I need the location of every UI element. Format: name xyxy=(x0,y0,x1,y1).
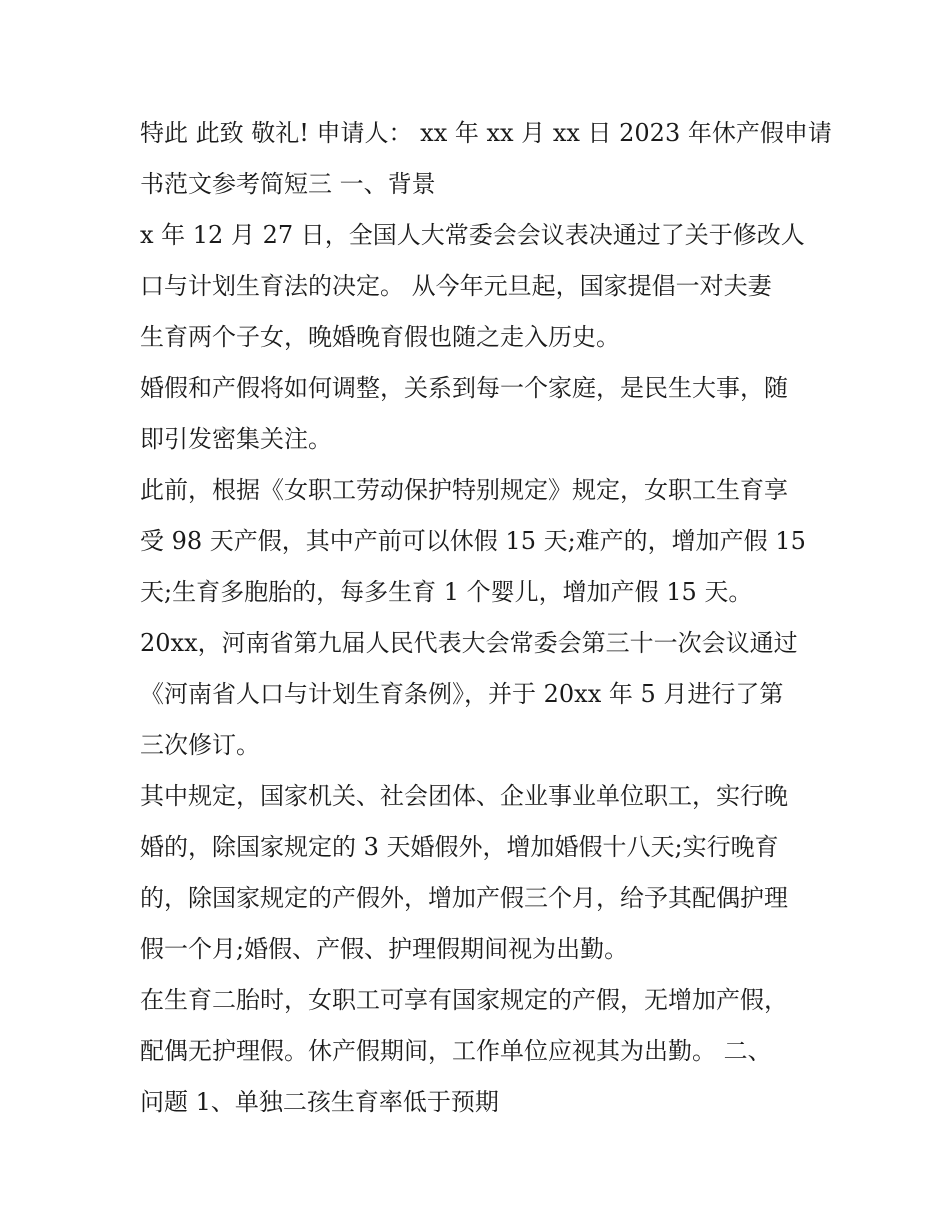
text-line: 此前，根据《女职工劳动保护特别规定》规定，女职工生育享 xyxy=(140,476,788,504)
text-line: 在生育二胎时，女职工可享有国家规定的产假，无增加产假， xyxy=(140,986,788,1014)
text-line: 婚的，除国家规定的 3 天婚假外，增加婚假十八天;实行晚育 xyxy=(140,833,779,861)
text-line: 假一个月;婚假、产假、护理假期间视为出勤。 xyxy=(140,935,629,963)
paragraph-closing-and-background xyxy=(140,108,832,210)
text-line: 三次修订。 xyxy=(140,731,260,759)
text-line: 特此 此致 敬礼! 申请人： xx 年 xx 月 xx 日 2023 年休产假申请 xyxy=(140,119,832,147)
text-line: 口与计划生育法的决定。 从今年元旦起，国家提倡一对夫妻 xyxy=(140,272,772,300)
text-line: 婚假和产假将如何调整，关系到每一个家庭，是民生大事，随 xyxy=(140,374,788,402)
text-line: 天;生育多胞胎的，每多生育 1 个婴儿，增加产假 15 天。 xyxy=(140,578,753,606)
paragraph-previous-regulation xyxy=(140,465,820,618)
paragraph-second-child-and-problems xyxy=(140,975,820,1128)
text-line: 即引发密集关注。 xyxy=(140,425,332,453)
text-line: x 年 12 月 27 日，全国人大常委会会议表决通过了关于修改人 xyxy=(140,221,805,249)
paragraph-late-marriage-rules xyxy=(140,771,820,975)
paragraph-leave-adjustment xyxy=(140,363,820,465)
text-line: 书范文参考简短三 一、背景 xyxy=(140,170,436,198)
document-body xyxy=(140,108,832,1128)
text-line: 生育两个子女，晚婚晚育假也随之走入历史。 xyxy=(140,323,620,351)
text-line: 其中规定，国家机关、社会团体、企业事业单位职工，实行晚 xyxy=(140,782,788,810)
paragraph-henan-regulation xyxy=(140,618,820,771)
text-line: 受 98 天产假，其中产前可以休假 15 天;难产的，增加产假 15 xyxy=(140,527,806,555)
text-line: 问题 1、单独二孩生育率低于预期 xyxy=(140,1088,499,1116)
text-line: 20xx，河南省第九届人民代表大会常委会第三十一次会议通过 xyxy=(140,629,798,657)
text-line: 配偶无护理假。休产假期间，工作单位应视其为出勤。 二、 xyxy=(140,1037,772,1065)
text-line: 的，除国家规定的产假外，增加产假三个月，给予其配偶护理 xyxy=(140,884,788,912)
paragraph-law-revision xyxy=(140,210,820,363)
text-line: 《河南省人口与计划生育条例》，并于 20xx 年 5 月进行了第 xyxy=(140,680,784,708)
